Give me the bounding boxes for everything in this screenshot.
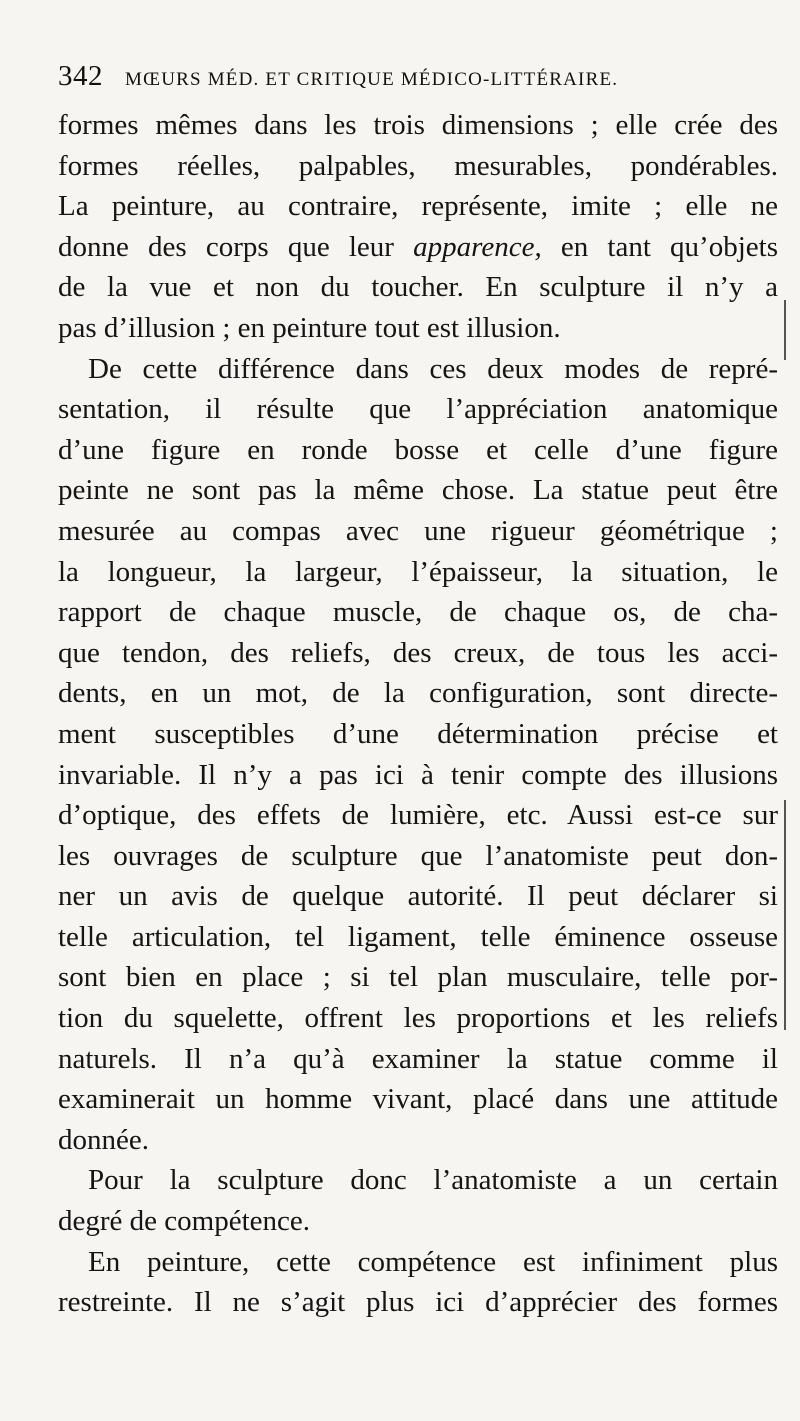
text-line: restreinte. Il ne s’agit plus ici d’apprécier des formes xyxy=(58,1286,778,1319)
text-line: de la vue et non du toucher. En sculpture il n’y a xyxy=(58,271,778,304)
text-line: que tendon, des reliefs, des creux, de tous les acci- xyxy=(58,636,778,669)
text-line: tion du squelette, offrent les proportions et les reliefs xyxy=(58,1002,778,1035)
text-line: la longueur, la largeur, l’épaisseur, la situation, le xyxy=(58,555,778,588)
page-header xyxy=(58,60,778,90)
text-line: donnée. xyxy=(58,1123,149,1156)
text-line: mesurée au compas avec une rigueur géométrique ; xyxy=(58,514,778,547)
text-line: donne des corps que leur apparence, en tant qu’objets xyxy=(58,230,778,263)
text-line: rapport de chaque muscle, de chaque os, de cha- xyxy=(58,596,778,629)
page-number: 342 xyxy=(58,60,103,92)
margin-mark xyxy=(784,800,786,1030)
text-line: les ouvrages de sculpture que l’anatomiste peut don- xyxy=(58,839,778,872)
margin-mark xyxy=(784,300,786,360)
text-line: ner un avis de quelque autorité. Il peut déclarer si xyxy=(58,880,778,913)
running-title: MŒURS MÉD. ET CRITIQUE MÉDICO-LITTÉRAIRE. xyxy=(125,69,619,90)
text-line: ment susceptibles d’une détermination précise et xyxy=(58,717,778,750)
text-line: d’une figure en ronde bosse et celle d’une figure xyxy=(58,433,778,466)
text-line: peinte ne sont pas la même chose. La statue peut être xyxy=(58,474,778,507)
text-line: formes mêmes dans les trois dimensions ; elle crée des xyxy=(58,109,778,141)
text-line: naturels. Il n’a qu’à examiner la statue comme il xyxy=(58,1042,778,1075)
text-line: invariable. Il n’y a pas ici à tenir compte des illusions xyxy=(58,758,778,791)
text-line: telle articulation, tel ligament, telle éminence osseuse xyxy=(58,920,778,953)
text-line: d’optique, des effets de lumière, etc. Aussi est-ce sur xyxy=(58,799,778,832)
text-line: En peinture, cette compétence est infiniment plus xyxy=(88,1245,778,1278)
text-line: formes réelles, palpables, mesurables, pondérables. xyxy=(58,149,778,182)
text-line: degré de compétence. xyxy=(58,1205,310,1238)
text-line: La peinture, au contraire, représente, imite ; elle ne xyxy=(58,190,778,223)
text-line: De cette différence dans ces deux modes de repré- xyxy=(88,352,778,385)
text-line: dents, en un mot, de la configuration, sont directe- xyxy=(58,677,778,710)
text-line: examinerait un homme vivant, placé dans une attitude xyxy=(58,1083,778,1116)
text-line: sont bien en place ; si tel plan musculaire, telle por- xyxy=(58,961,778,994)
text-line: pas d’illusion ; en peinture tout est illusion. xyxy=(58,311,561,344)
text-line: Pour la sculpture donc l’anatomiste a un certain xyxy=(88,1164,778,1197)
text-line: sentation, il résulte que l’appréciation anatomique xyxy=(58,393,778,426)
body-text xyxy=(58,105,778,1323)
